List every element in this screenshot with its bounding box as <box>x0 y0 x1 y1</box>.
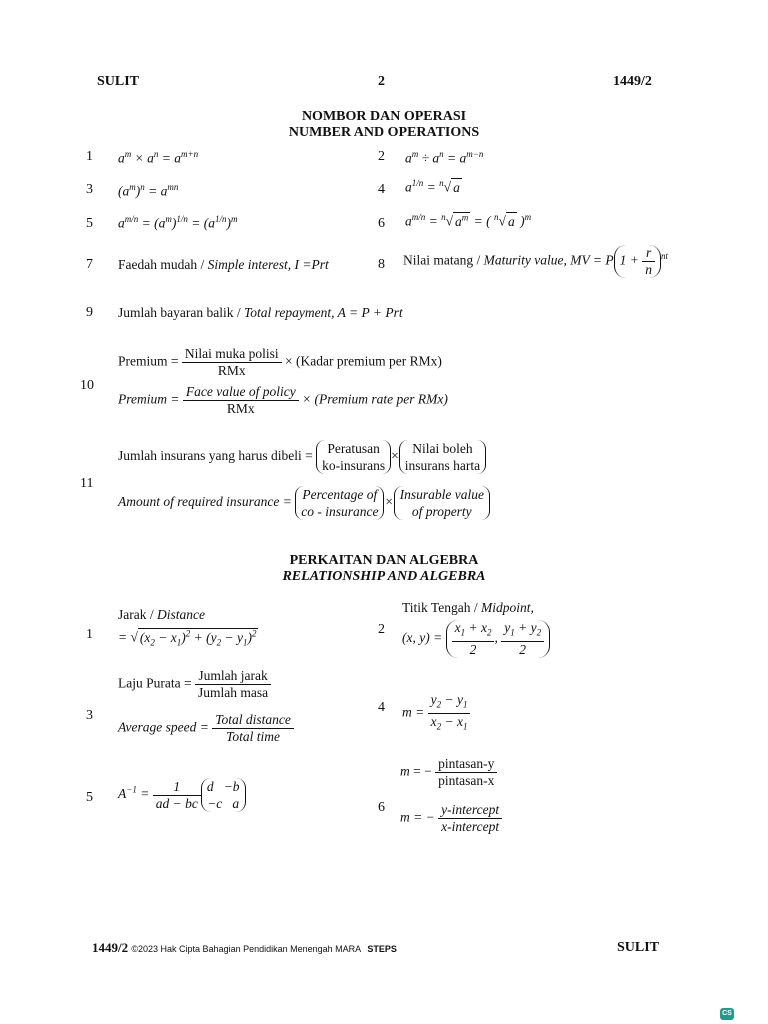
section-title-en: RELATIONSHIP AND ALGEBRA <box>282 569 486 584</box>
label-en: Distance <box>156 607 205 622</box>
formula-gradient: m = $\frac{y_2 - y_1}{x_2 - x_1}$ <box>402 692 470 734</box>
formula-4: $a^{1/n} = ^n√$ a <box>405 178 460 195</box>
paren-line: ko-insurans <box>322 458 386 473</box>
premium-label: Premium = <box>118 391 180 407</box>
item-number: 4 <box>378 182 385 197</box>
formula-7-en: Simple interest, I =Prt <box>207 257 329 272</box>
label-ms: Jarak / <box>118 607 157 622</box>
item-number: 3 <box>86 708 93 723</box>
item-number: 11 <box>80 476 94 491</box>
fraction-denominator: Jumlah masa <box>195 684 271 701</box>
paren-line: Nilai boleh <box>412 441 473 456</box>
fraction-numerator: Jumlah jarak <box>198 668 268 683</box>
premium-label: Premium = <box>118 353 179 369</box>
paren-line: Insurable value <box>399 487 484 502</box>
header-left: SULIT <box>97 74 140 89</box>
formula-inverse-matrix: $A^{-1}$ = $\frac{1}{ad - bc}$ d −b −c a <box>118 778 246 812</box>
formula-9-en: Total repayment, A = P + Prt <box>243 305 403 320</box>
formula-gradient-intercept-en: m = − $\frac{\text{y-intercept}}{\text{x-intercept}}$ <box>400 802 502 835</box>
footer-code: 1449/2 <box>92 940 129 955</box>
item-number: 1 <box>86 627 93 642</box>
fraction-numerator: Nilai muka polisi <box>184 346 279 361</box>
premium-rate-term: × (Premium rate per RMx) <box>302 391 448 407</box>
midpoint-label <box>402 600 534 616</box>
formula-distance: = √ $(x_2 - x_1)^2 + (y_2 - y_1)^2$ <box>118 628 257 648</box>
insurance-label: Jumlah insurans yang harus dibeli = <box>118 448 313 464</box>
formula-11-en: Amount of required insurance = Percentage of co - insurance × Insurable value of property <box>118 486 490 520</box>
paren-line: insurans harta <box>404 458 481 473</box>
fraction-numerator: Face value of policy <box>185 384 296 399</box>
formula-8-ms: Nilai matang / <box>403 252 484 268</box>
paper-code: 1449/2 <box>613 74 652 89</box>
formula-3: $(a^m)^n = a^{mn}$ <box>118 182 179 199</box>
scanner-logo-icon: CS <box>720 1008 734 1020</box>
speed-label: Average speed = <box>118 719 209 735</box>
item-number: 5 <box>86 790 93 805</box>
paren-line: Peratusan <box>327 441 380 456</box>
insurance-label: Amount of required insurance = <box>118 494 292 510</box>
item-number: 2 <box>378 622 385 637</box>
paren-line: of property <box>411 504 472 519</box>
footer-left <box>92 940 397 956</box>
formula-8: Nilai matang / Maturity value, MV = P 1 + $\frac{r}{n}$ $^{nt}$ <box>403 245 668 277</box>
formula-7-ms: Faedah mudah / <box>118 257 208 272</box>
fraction-numerator: y-intercept <box>441 802 500 817</box>
formula-9-ms: Jumlah bayaran balik / <box>118 305 244 320</box>
item-number: 7 <box>86 257 93 272</box>
formula-5: $a^{m/n} = (a^m)^{1/n} = (a^{1/n})^m$ <box>118 214 238 231</box>
item-number: 6 <box>378 800 385 815</box>
footer-steps: STEPS <box>367 944 397 954</box>
paren-line: co - insurance <box>301 504 379 519</box>
item-number: 3 <box>86 182 93 197</box>
formula-11-ms: Jumlah insurans yang harus dibeli = Peratusan ko-insurans × Nilai boleh insurans harta <box>118 440 486 474</box>
fraction-numerator: Total distance <box>215 712 291 727</box>
item-number: 5 <box>86 216 93 231</box>
footer-right: SULIT <box>617 940 660 955</box>
fraction-numerator: pintasan-y <box>438 756 495 771</box>
formula-1: $a^m \times a^n = a^{m+n}$ <box>118 149 199 166</box>
section-title-ms: NOMBOR DAN OPERASI <box>301 109 467 124</box>
footer-copyright: ©2023 Hak Cipta Bahagian Pendidikan Menengah MARA <box>131 944 362 954</box>
item-number: 2 <box>378 149 385 164</box>
formula-speed-en <box>118 712 294 745</box>
formula-8-en: Maturity value, MV = P <box>483 252 614 268</box>
page-number: 2 <box>378 74 385 89</box>
formula-9 <box>118 305 403 321</box>
item-number: 1 <box>86 149 93 164</box>
label-ms: Titik Tengah / <box>402 600 481 615</box>
item-number: 9 <box>86 305 93 320</box>
label-en: Midpoint, <box>480 600 534 615</box>
distance-label <box>118 607 205 623</box>
fraction-denominator: RMx <box>183 400 299 417</box>
formula-gradient-intercept-ms: m = − $\frac{\text{pintasan-y}}{\text{pintasan-x}}$ <box>400 756 497 789</box>
speed-label: Laju Purata = <box>118 675 192 691</box>
fraction-denominator: x-intercept <box>438 818 502 835</box>
formula-6: $a^{m/n} = ^n√$ $a^m$ = ( $^n$√ a )$^m$ <box>405 212 532 229</box>
formula-speed-ms <box>118 668 271 701</box>
fraction-denominator: RMx <box>182 362 282 379</box>
formula-7 <box>118 257 329 273</box>
formula-10-ms <box>118 346 442 379</box>
item-number: 6 <box>378 216 385 231</box>
formula-midpoint: (x, y) = $\frac{x_1 + x_2}{2}$ , $\frac{y_1 + y_2}{2}$ <box>402 620 550 658</box>
paren-line: Percentage of <box>302 487 378 502</box>
formula-2: $a^m \div a^n = a^{m-n}$ <box>405 149 484 166</box>
formula-10-en <box>118 384 448 417</box>
fraction-denominator: Total time <box>212 728 294 745</box>
premium-rate-term: × (Kadar premium per RMx) <box>285 353 442 369</box>
item-number: 8 <box>378 257 385 272</box>
item-number: 10 <box>80 378 94 393</box>
section-title-en: NUMBER AND OPERATIONS <box>288 125 480 140</box>
item-number: 4 <box>378 700 385 715</box>
fraction-denominator: pintasan-x <box>435 772 497 789</box>
section-title-ms: PERKAITAN DAN ALGEBRA <box>289 553 479 568</box>
